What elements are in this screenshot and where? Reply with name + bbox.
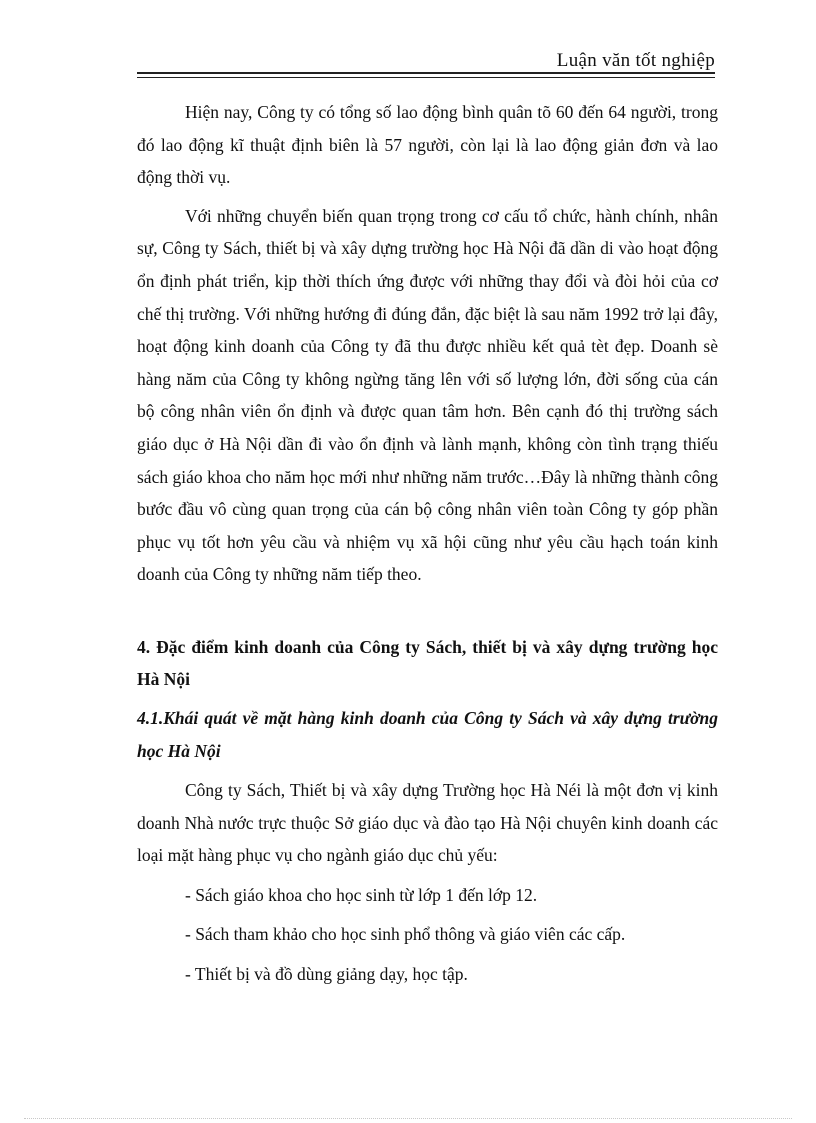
- bullet-item-equipment: - Thiết bị và đồ dùng giảng dạy, học tập.: [185, 963, 468, 984]
- header-rule-thin: [137, 77, 715, 78]
- paragraph-development: Với những chuyển biến quan trọng trong cơ cấu tổ chức, hành chính, nhân sự, Công ty Sách, thiết bị và xây dựng trường học Hà Nội đã dần di vào hoạt động ổn định phát triển, kịp thời thích ứng được với những thay đổi và đòi hỏi của cơ chế thị trường. Với những hướng đi đúng đắn, đặc biệt là sau năm 1992 trở lại đây, hoạt động kinh doanh của Công ty đã thu được nhiều kết quả tèt đẹp. Doanh sè hàng năm của Công ty không ngừng tăng lên với số lượng lớn, đời sống của cán bộ công nhân viên ổn định và được quan tâm hơn. Bên cạnh đó thị trường sách giáo dục ở Hà Nội dần đi vào ổn định và lành mạnh, không còn tình trạng thiếu sách giáo khoa cho năm học mới như những năm trước…Đây là những thành công bước đầu vô cùng quan trọng của cán bộ công nhân viên toàn Công ty góp phần phục vụ tốt hơn yêu cầu và nhiệm vụ xã hội cũng như yêu cầu hạch toán kinh doanh của Công ty những năm tiếp theo.: [137, 205, 718, 585]
- document-body: [137, 96, 718, 990]
- page-bottom-border: [24, 1118, 792, 1119]
- page-header-title: Luận văn tốt nghiệp: [556, 50, 715, 71]
- paragraph-business-intro: Công ty Sách, Thiết bị và xây dựng Trường học Hà Néi là một đơn vị kinh doanh Nhà nước trực thuộc Sở giáo dục và đào tạo Hà Nội chuyên kinh doanh các loại mặt hàng phục vụ cho ngành giáo dục chủ yếu:: [137, 779, 718, 866]
- header-rule-thick: [137, 72, 715, 74]
- paragraph-labor: Hiện nay, Công ty có tổng số lao động bình quân tõ 60 đến 64 người, trong đó lao động kĩ thuật định biên là 57 người, còn lại là lao động giản đơn và lao động thời vụ.: [137, 102, 718, 188]
- bullet-item-textbooks: - Sách giáo khoa cho học sinh từ lớp 1 đến lớp 12.: [185, 884, 538, 905]
- bullet-item-reference-books: - Sách tham khảo cho học sinh phổ thông và giáo viên các cấp.: [185, 924, 626, 945]
- subsection-heading: 4.1.Khái quát về mặt hàng kinh doanh của Công ty Sách và xây dựng trường học Hà Nội: [137, 707, 718, 761]
- section-heading: 4. Đặc điểm kinh doanh của Công ty Sách, thiết bị và xây dựng trường học Hà Nội: [137, 636, 718, 689]
